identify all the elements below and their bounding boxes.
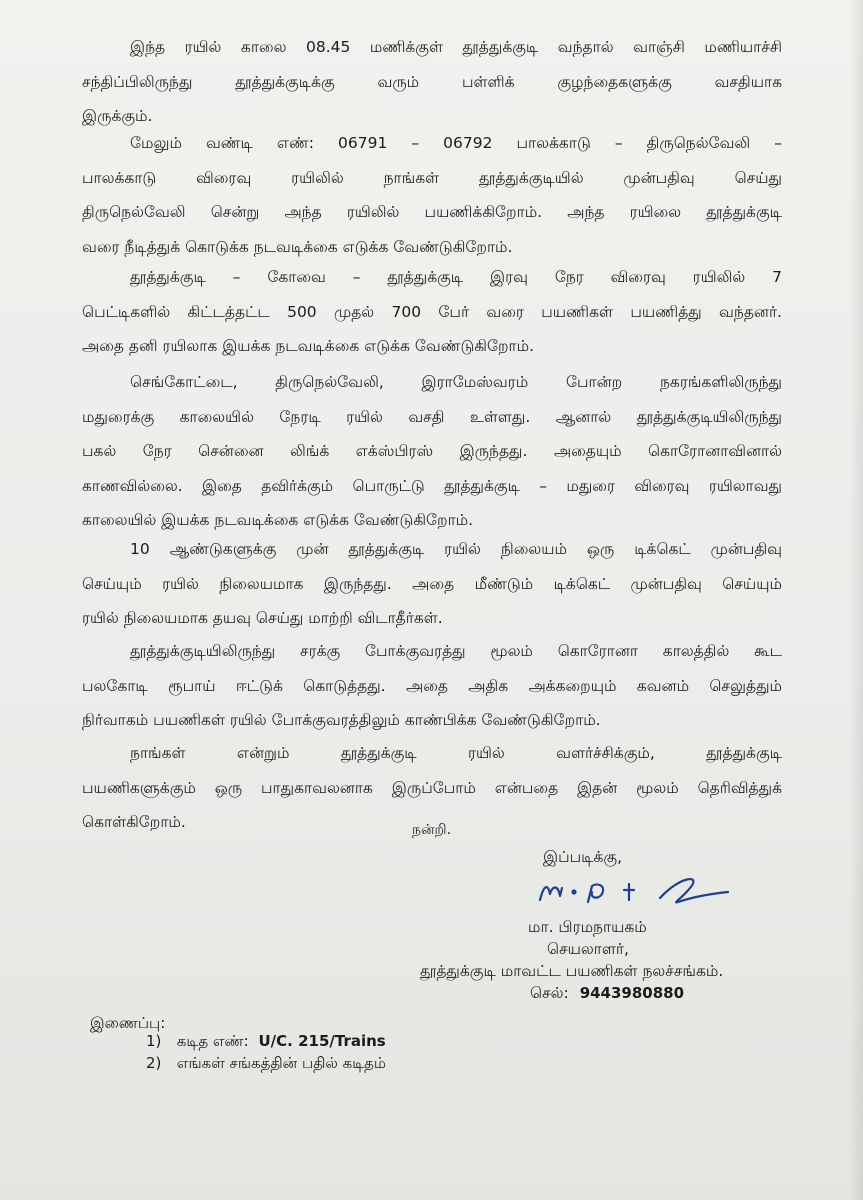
paragraph-line: தூத்துக்குடி – கோவை – தூத்துக்குடி இரவு நேர விரைவு ரயிலில் 7 — [130, 268, 782, 286]
paragraph-line: இந்த ரயில் காலை 08.45 மணிக்குள் தூத்துக்குடி வந்தால் வாஞ்சி மணியாச்சி — [130, 38, 782, 56]
attachment-label: கடித எண்: — [176, 1032, 249, 1050]
paragraph-line: நாங்கள் என்றும் தூத்துக்குடி ரயில் வளர்ச்சிக்கும், தூத்துக்குடி — [130, 744, 782, 762]
paragraph-line: பெட்டிகளில் கிட்டத்தட்ட 500 முதல் 700 பேர் வரை பயணிகள் பயணித்து வந்தனர். — [82, 302, 782, 321]
paragraph-line: 10 ஆண்டுகளுக்கு முன் தூத்துக்குடி ரயில் நிலையம் ஒரு டிக்கெட் முன்பதிவு — [130, 540, 782, 558]
paragraph-line: அதை தனி ரயிலாக இயக்க நடவடிக்கை எடுக்க வேண்டுகிறோம். — [82, 337, 535, 355]
paragraph-freight-revenue — [82, 634, 782, 738]
paragraph-line: திருநெல்வேலி சென்று அந்த ரயிலில் பயணிக்கிறோம். அந்த ரயிலை தூத்துக்குடி — [82, 203, 782, 221]
paragraph-school-children — [82, 30, 782, 134]
attachment-item — [146, 1032, 386, 1052]
paragraph-line: காலையில் இயக்க நடவடிக்கை எடுக்க வேண்டுகிறோம். — [82, 511, 474, 529]
yours-text: இப்படிக்கு, — [543, 848, 623, 866]
attachments-heading: இணைப்பு: — [90, 1014, 166, 1032]
phone-line — [530, 984, 684, 1004]
attachment-item — [146, 1054, 386, 1074]
attachment-number: 2) — [146, 1054, 162, 1072]
phone-label: செல்: — [530, 984, 569, 1002]
paragraph-line: மதுரைக்கு காலையில் நேரடி ரயில் வசதி உள்ளது. ஆனால் தூத்துக்குடியிலிருந்து — [82, 407, 782, 426]
paragraph-line: செய்யும் ரயில் நிலையமாக இருந்தது. அதை மீண்டும் டிக்கெட் முன்பதிவு செய்யும் — [82, 574, 782, 593]
paragraph-line: இருக்கும். — [82, 107, 153, 125]
signatory-title: செயலாளர், — [547, 940, 629, 958]
signatory-name: மா. பிரமநாயகம் — [528, 918, 647, 936]
paragraph-line: சந்திப்பிலிருந்து தூத்துக்குடிக்கு வரும் பள்ளிக் குழந்தைகளுக்கு வசதியாக — [82, 72, 782, 91]
attachment-number: 1) — [146, 1032, 162, 1050]
paragraph-line: பலகோடி ரூபாய் ஈட்டுக் கொடுத்தது. அதை அதிக அக்கறையும் கவனம் செலுத்தும் — [82, 676, 782, 695]
paragraph-line: தூத்துக்குடியிலிருந்து சரக்கு போக்குவரத்து மூலம் கொரோனா காலத்தில் கூட — [130, 642, 782, 660]
paragraph-madurai-train — [82, 365, 782, 538]
paragraph-line: பயணிகளுக்கும் ஒரு பாதுகாவலனாக இருப்போம் என்பதை இதன் மூலம் தெரிவித்துக் — [82, 778, 782, 797]
thanks-text: நன்றி. — [412, 822, 452, 838]
phone-number: 9443980880 — [579, 984, 685, 1002]
paragraph-kovai-train — [82, 260, 782, 364]
paragraph-line: பகல் நேர சென்னை லிங்க் எக்ஸ்பிரஸ் இருந்தது. அதையும் கொரோனாவினால் — [82, 442, 782, 460]
paragraph-line: செங்கோட்டை, திருநெல்வேலி, இராமேஸ்வரம் போன்ற நகரங்களிலிருந்து — [130, 373, 782, 391]
paragraph-line: கொள்கிறோம். — [82, 813, 186, 831]
page-edge-shadow — [849, 0, 863, 1200]
attachment-label: எங்கள் சங்கத்தின் பதில் கடிதம் — [176, 1054, 386, 1072]
paragraph-line: வரை நீடித்துக் கொடுக்க நடவடிக்கை எடுக்க வேண்டுகிறோம். — [82, 237, 513, 256]
paragraph-booking-station — [82, 532, 782, 636]
paragraph-line: காணவில்லை. இதை தவிர்க்கும் பொருட்டு தூத்துக்குடி – மதுரை விரைவு ரயிலாவது — [82, 476, 782, 495]
paragraph-palakkad-train — [82, 126, 782, 264]
signature-image — [530, 872, 740, 912]
paragraph-line: நிர்வாகம் பயணிகள் ரயில் போக்குவரத்திலும் காண்பிக்க வேண்டுகிறோம். — [82, 711, 601, 729]
organization-name: தூத்துக்குடி மாவட்ட பயணிகள் நலச்சங்கம். — [420, 962, 724, 980]
attachment-value: U/C. 215/Trains — [258, 1032, 386, 1050]
paragraph-line: ரயில் நிலையமாக தயவு செய்து மாற்றி விடாதீர்கள். — [82, 609, 443, 627]
paragraph-line: பாலக்காடு விரைவு ரயிலில் நாங்கள் தூத்துக்குடியில் முன்பதிவு செய்து — [82, 168, 782, 187]
paragraph-line: மேலும் வண்டி எண்: 06791 – 06792 பாலக்காடு – திருநெல்வேலி – — [130, 134, 782, 152]
